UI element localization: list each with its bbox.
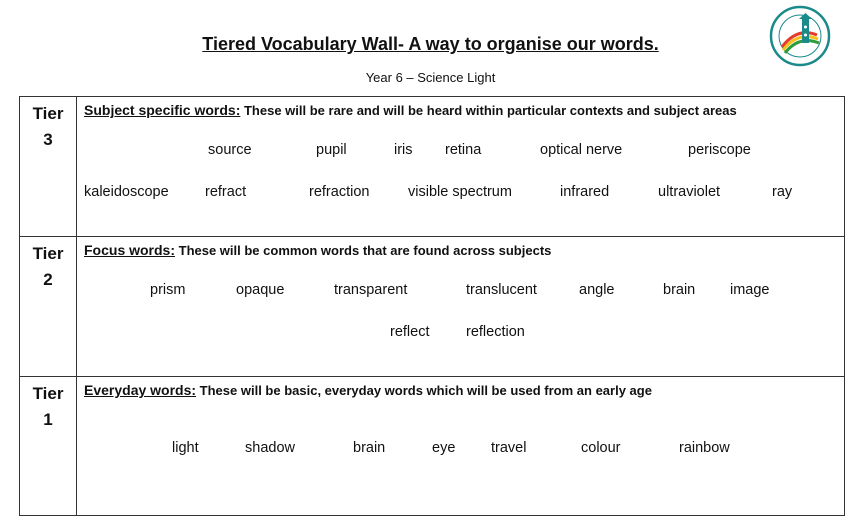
- tier-word: Tier: [32, 384, 64, 403]
- tier-3-row: [20, 97, 844, 237]
- vocab-word: iris: [394, 142, 413, 158]
- vocab-word: travel: [491, 440, 527, 456]
- tier-label: [20, 97, 77, 236]
- vocab-word: periscope: [688, 142, 751, 158]
- vocab-word: eye: [432, 440, 456, 456]
- vocab-word: light: [172, 440, 199, 456]
- vocab-word: source: [208, 142, 252, 158]
- vocab-word: ray: [772, 184, 793, 200]
- tier-number: 2: [43, 270, 53, 289]
- tier-word: Tier: [32, 104, 64, 123]
- tier-heading-text: These will be basic, everyday words which will be used from an early age: [196, 383, 652, 398]
- page-title: Tiered Vocabulary Wall- A way to organise our words.: [202, 34, 659, 54]
- tier-heading: [84, 102, 737, 118]
- vocab-word: rainbow: [679, 440, 730, 456]
- vocab-word: translucent: [466, 282, 537, 298]
- vocab-word: visible spectrum: [408, 184, 512, 200]
- vocab-word: infrared: [560, 184, 610, 200]
- tier-number: 1: [43, 410, 53, 429]
- vocab-word: colour: [581, 440, 621, 456]
- tier-word: Tier: [32, 244, 64, 263]
- tier-content: [78, 377, 844, 515]
- tier-label: [20, 377, 77, 515]
- vocab-word: shadow: [245, 440, 295, 456]
- tier-heading-label: Everyday words:: [84, 382, 197, 398]
- vocab-word: brain: [353, 440, 386, 456]
- vocab-word: brain: [663, 282, 696, 298]
- tier-heading-text: These will be common words that are found across subjects: [175, 243, 552, 258]
- vocab-word: reflect: [390, 324, 430, 340]
- vocab-word: prism: [150, 282, 186, 298]
- tier-heading: [84, 382, 652, 398]
- tier-heading-label: Focus words:: [84, 242, 176, 258]
- page-subtitle: Year 6 – Science Light: [365, 70, 496, 85]
- vocab-word: pupil: [316, 142, 347, 158]
- vocab-word: retina: [445, 142, 482, 158]
- tier-number: 3: [43, 130, 53, 149]
- tier-content: [78, 237, 844, 376]
- vocabulary-table: [19, 96, 845, 516]
- tier-2-row: [20, 237, 844, 377]
- tier-1-row: [20, 377, 844, 515]
- vocab-word: image: [730, 282, 770, 298]
- vocab-word: reflection: [466, 324, 525, 340]
- vocab-word: kaleidoscope: [84, 184, 169, 200]
- vocab-word: transparent: [334, 282, 408, 298]
- vocab-word: refract: [205, 184, 247, 200]
- tier-label: [20, 237, 77, 376]
- tier-heading-label: Subject specific words:: [84, 102, 241, 118]
- tier-heading-text: These will be rare and will be heard within particular contexts and subject areas: [240, 103, 737, 118]
- tier-heading: [84, 242, 551, 258]
- vocab-word: optical nerve: [540, 142, 623, 158]
- vocab-word: refraction: [309, 184, 370, 200]
- vocab-word: ultraviolet: [658, 184, 721, 200]
- vocab-word: opaque: [236, 282, 285, 298]
- tier-content: [78, 97, 844, 236]
- vocab-word: angle: [579, 282, 615, 298]
- school-crest-logo-icon: [769, 5, 831, 67]
